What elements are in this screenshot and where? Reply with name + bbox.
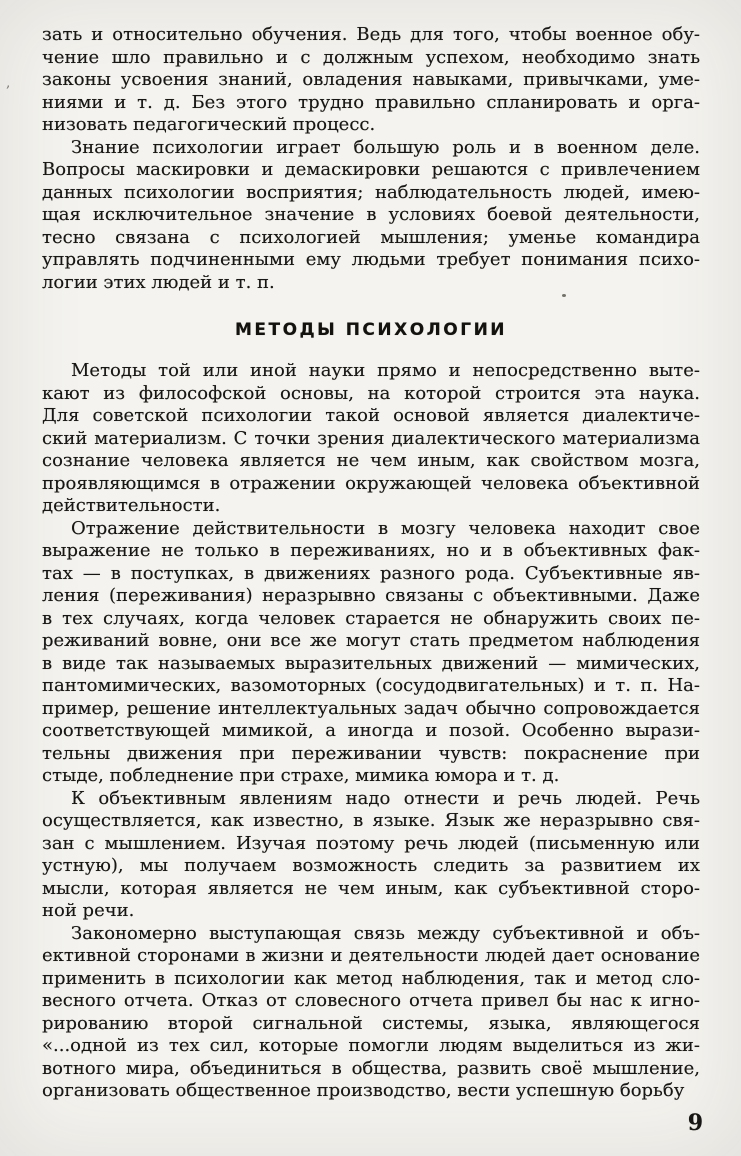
text-line: организовать общественное производство, вести успешную борьбу bbox=[42, 1080, 685, 1101]
paragraph-continuation bbox=[42, 24, 700, 137]
text-line: зать и относительно обучения. Ведь для того, чтобы военное обу- bbox=[42, 24, 700, 45]
page-number: 9 bbox=[687, 1110, 703, 1136]
paragraph bbox=[42, 788, 700, 923]
text-line: ективной сторонами в жизни и деятельности людей дает основание bbox=[42, 945, 700, 966]
text-line: рированию второй сигнальной системы, языка, являющегося bbox=[42, 1012, 700, 1034]
text-line: Методы той или иной науки прямо и непосредственно выте- bbox=[71, 360, 700, 381]
text-line: вотного мира, объединиться в общества, развить своё мышление, bbox=[42, 1057, 700, 1079]
text-line: стыде, побледнение при страхе, мимика юмора и т. д. bbox=[42, 765, 560, 786]
text-line: низовать педагогический процесс. bbox=[42, 114, 376, 135]
text-line: ниями и т. д. Без этого трудно правильно спланировать и орга- bbox=[42, 91, 700, 113]
paragraph bbox=[42, 137, 700, 295]
paragraph bbox=[42, 518, 700, 788]
text-line: действительности. bbox=[42, 495, 221, 516]
text-line: ной речи. bbox=[42, 900, 135, 921]
text-line: зан с мышлением. Изучая поэтому речь людей (письменную или bbox=[42, 832, 700, 854]
text-line: чение шло правильно и с должным успехом, необходимо знать bbox=[42, 46, 700, 68]
text-line: мысли, которая является не чем иным, как субъективной сторо- bbox=[42, 877, 700, 899]
paragraph bbox=[42, 360, 700, 518]
text-line: законы усвоения знаний, овладения навыками, привычками, уме- bbox=[42, 69, 700, 90]
text-line: тельны движения при переживании чувств: покраснение при bbox=[42, 742, 700, 764]
text-line: Закономерно выступающая связь между субъективной и объ- bbox=[71, 922, 700, 944]
text-line: кают из философской основы, на которой строится эта наука. bbox=[42, 382, 700, 404]
text-line: управлять подчиненными ему людьми требует понимания психо- bbox=[42, 249, 700, 270]
text-line: Вопросы маскировки и демаскировки решаются с привлечением bbox=[42, 159, 700, 180]
text-line: в тех случаях, когда человек старается не обнаружить своих пе- bbox=[42, 607, 700, 629]
text-line: ления (переживания) неразрывно связаны с объективными. Даже bbox=[42, 585, 700, 606]
text-line: проявляющимся в отражении окружающей человека объективной bbox=[42, 472, 700, 494]
text-line: осуществляется, как известно, в языке. Язык же неразрывно свя- bbox=[42, 810, 700, 831]
text-line: выражение не только в переживаниях, но и в объективных фак- bbox=[42, 540, 700, 561]
text-line: ский материализм. С точки зрения диалектического материализма bbox=[42, 427, 700, 449]
text-column bbox=[42, 24, 700, 1103]
text-line: логии этих людей и т. п. bbox=[42, 271, 275, 293]
text-line: Знание психологии играет большую роль и в военном деле. bbox=[71, 136, 700, 158]
text-line: устную), мы получаем возможность следить за развитием их bbox=[42, 855, 700, 876]
text-line: Отражение действительности в мозгу человека находит свое bbox=[71, 517, 700, 539]
text-line: реживаний вовне, они все же могут стать предметом наблюдения bbox=[42, 630, 700, 651]
text-line: данных психологии восприятия; наблюдательность людей, имею- bbox=[42, 181, 700, 203]
text-line: Для советской психологии такой основой является диалектиче- bbox=[42, 405, 700, 426]
section-heading: МЕТОДЫ ПСИХОЛОГИИ bbox=[234, 320, 508, 340]
text-line: «...одной из тех сил, которые помогли людям выделиться из жи- bbox=[42, 1035, 700, 1056]
text-line: соответствующей мимикой, а иногда и позой. Особенно вырази- bbox=[42, 720, 700, 741]
text-line: применить в психологии как метод наблюдения, так и метод сло- bbox=[42, 967, 700, 989]
text-line: К объективным явлениям надо отнести и речь людей. Речь bbox=[71, 787, 700, 809]
text-line: в виде так называемых выразительных движений — мимических, bbox=[42, 652, 700, 674]
text-line: щая исключительное значение в условиях боевой деятельности, bbox=[42, 204, 700, 225]
text-line: пантомимических, вазомоторных (сосудодвигательных) и т. п. На- bbox=[42, 675, 700, 696]
paragraph bbox=[42, 923, 700, 1103]
scan-speck-comma: ‚ bbox=[6, 76, 11, 91]
text-line: тесно связана с психологией мышления; уменье командира bbox=[42, 226, 700, 248]
text-line: пример, решение интеллектуальных задач обычно сопровождается bbox=[42, 697, 700, 719]
text-line: сознание человека является не чем иным, как свойством мозга, bbox=[42, 450, 700, 471]
text-line: тах — в поступках, в движениях разного рода. Субъективные яв- bbox=[42, 562, 700, 584]
text-line: весного отчета. Отказ от словесного отчета привел бы нас к игно- bbox=[42, 990, 700, 1011]
